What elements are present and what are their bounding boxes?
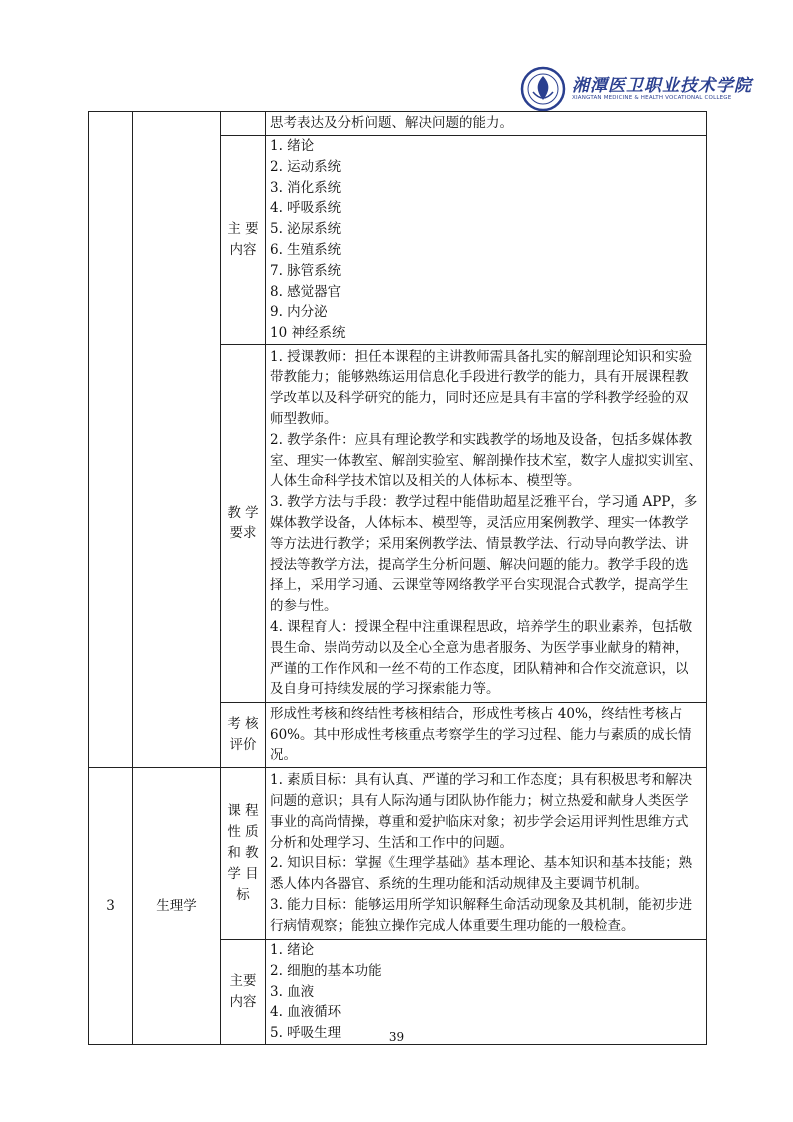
continued-text: 思考表达及分析问题、解决问题的能力。 [266,112,707,136]
list-item: 5. 呼吸生理 [270,1025,342,1042]
content-label-line: 内容 [229,241,257,258]
course-number-cell [89,112,133,768]
text-line: 1. 授课教师：担任本课程的主讲教师需具备扎实的解剖理论知识和实验 [270,348,693,365]
content-list [266,136,707,345]
content-label-line: 主 要 [227,221,259,238]
table-row [89,767,707,939]
text-line: 择上，采用学习通、云课堂等网络教学平台实现混合式教学，提高学生 [270,577,689,594]
text-line: 问题的意识；具有人际沟通与团队协作能力；树立热爱和献身人类医学 [270,793,689,810]
goals-label-line: 学 目 [227,865,259,882]
page-number: 39 [388,1030,405,1044]
goals-label-line: 和 教 [227,845,259,862]
text-line: 媒体教学设备，人体标本、模型等，灵活应用案例教学、理实一体教学 [270,515,689,532]
text-line: 形成性考核和终结性考核相结合，形成性考核占 40%，终结性考核占 [270,705,683,722]
list-item: 7. 脉管系统 [270,262,342,279]
text-line: 师型教师。 [270,411,338,428]
text-line: 室、理实一体教室、解剖实验室、解剖操作技术室，数字人虚拟实训室、 [270,452,702,469]
evaluation-label-line: 考 核 [227,716,259,733]
text-line: 畏生命、崇尚劳动以及全心全意为患者服务、为医学事业献身的精神， [270,639,689,656]
text-line: 严谨的工作作风和一丝不苟的工作态度，团队精神和合作交流意识，以 [270,660,689,677]
content-label [221,939,266,1044]
content-list [266,939,707,1044]
list-item: 5. 泌尿系统 [270,221,342,238]
text-line: 的参与性。 [270,598,338,615]
goals-label [221,767,266,939]
course-name-cell [133,112,221,768]
list-item: 10 神经系统 [270,325,346,342]
text-line: 授法等教学方法，提高学生分析问题、解决问题的能力。教学手段的选 [270,556,689,573]
course-name: 生理学 [133,767,221,1044]
goals-label-line: 标 [236,886,250,903]
requirements-text [266,344,707,702]
text-line: 事业的高尚情操，尊重和爱护临床对象；初步学会运用评判性思维方式 [270,813,689,830]
goals-label-line: 课 程 [227,803,259,820]
goals-label-line: 性 质 [227,824,259,841]
text-line: 况。 [270,747,297,764]
list-item: 2. 运动系统 [270,158,342,175]
content-label [221,136,266,345]
evaluation-label-line: 评价 [229,736,257,753]
requirements-label-line: 教 学 [227,504,259,521]
text-line: 悉人体内各器官、系统的生理功能和活动规律及主要调节机制。 [270,876,648,893]
text-line: 人体生命科学技术馆以及相关的人体标本、模型等。 [270,473,581,490]
list-item: 3. 血液 [270,983,315,1000]
list-item: 4. 血液循环 [270,1004,342,1021]
text-line: 带教能力；能够熟练运用信息化手段进行教学的能力，具有开展课程教 [270,369,689,386]
text-line: 60%。其中形成性考核重点考察学生的学习过程、能力与素质的成长情 [270,726,692,743]
course-table [88,111,707,1045]
college-emblem-icon [520,66,566,112]
college-name-cn: 湘潭医卫职业技术学院 [572,76,752,96]
evaluation-text [266,702,707,767]
college-name-en: XIANGTAN MEDICINE & HEALTH VOCATIONAL COLLEGE [572,95,732,101]
goals-text [266,767,707,939]
text-line: 及自身可持续发展的学习探索能力等。 [270,681,500,698]
list-item: 6. 生殖系统 [270,241,342,258]
list-item: 8. 感觉器官 [270,283,342,300]
text-line: 1. 素质目标：具有认真、严谨的学习和工作态度；具有积极思考和解决 [270,772,693,789]
text-line: 2. 知识目标：掌握《生理学基础》基本理论、基本知识和基本技能；熟 [270,855,693,872]
evaluation-label [221,702,266,767]
list-item: 9. 内分泌 [270,304,328,321]
text-line: 3. 教学方法与手段：教学过程中能借助超星泛雅平台，学习通 APP，多 [270,494,698,511]
list-item: 3. 消化系统 [270,179,342,196]
text-line: 2. 教学条件：应具有理论教学和实践教学的场地及设备，包括多媒体教 [270,431,693,448]
list-item: 4. 呼吸系统 [270,200,342,217]
text-line: 等方法进行教学；采用案例教学法、情景教学法、行动导向教学法、讲 [270,535,689,552]
list-item: 2. 细胞的基本功能 [270,962,382,979]
requirements-label [221,344,266,702]
table-row [89,112,707,136]
college-logo [520,66,752,116]
text-line: 学改革以及科学研究的能力，同时还应是具有丰富的学科教学经验的双 [270,390,689,407]
text-line: 3. 能力目标：能够运用所学知识解释生命活动现象及其机制，能初步进 [270,897,693,914]
text-line: 4. 课程育人：授课全程中注重课程思政，培养学生的职业素养，包括敬 [270,619,693,636]
content-label-line: 内容 [229,993,257,1010]
label-cell [221,112,266,136]
course-number: 3 [89,767,133,1044]
requirements-label-line: 要求 [229,525,257,542]
text-line: 行病情观察；能独立操作完成人体重要生理功能的一般检查。 [270,917,635,934]
content-label-line: 主要 [229,973,257,990]
list-item: 1. 绪论 [270,138,315,154]
text-line: 分析和处理学习、生活和工作中的问题。 [270,834,513,851]
list-item: 1. 绪论 [270,941,315,958]
